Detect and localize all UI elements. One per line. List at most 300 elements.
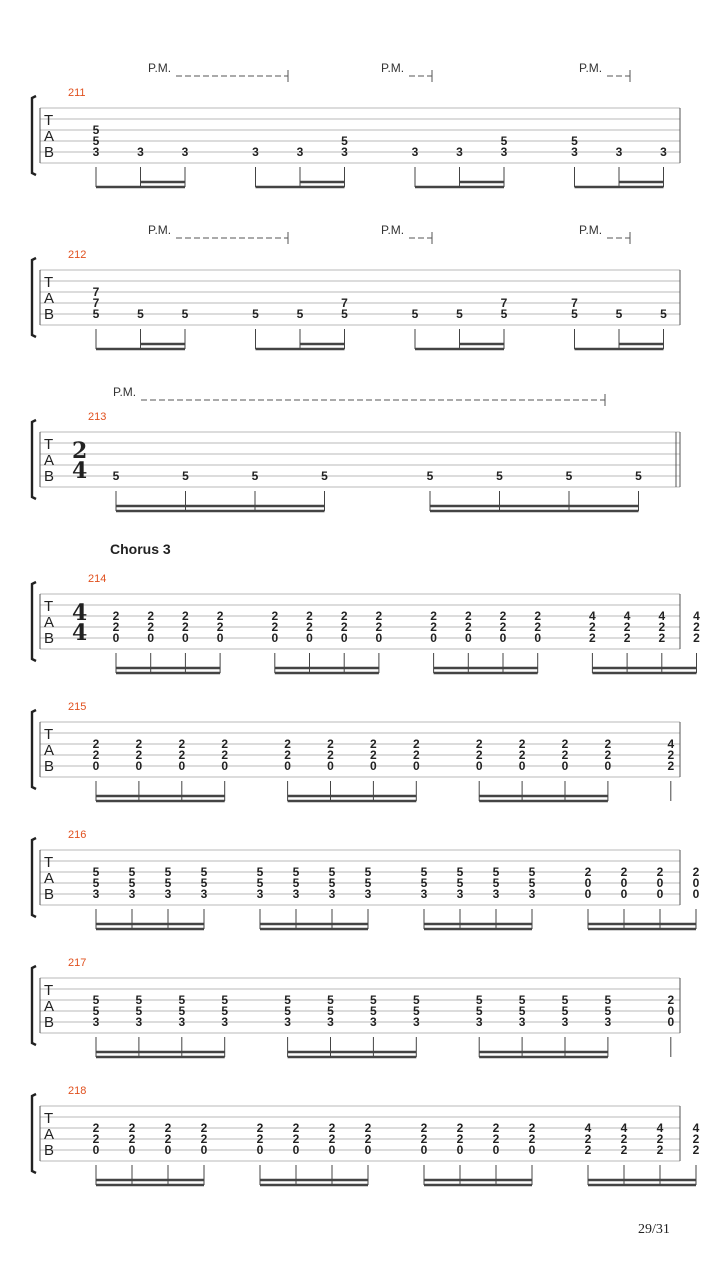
fret-number: 0 <box>221 759 229 773</box>
fret-number: 5 <box>182 469 189 483</box>
fret-number: 2 <box>420 1121 428 1135</box>
fret-number: 2 <box>656 1132 664 1146</box>
fret-number: 5 <box>500 307 508 321</box>
fret-number: 2 <box>92 737 100 751</box>
fret-number: 5 <box>341 307 348 321</box>
fret-number: 5 <box>200 865 208 879</box>
fret-number: 5 <box>92 1004 100 1018</box>
fret-number: 0 <box>370 759 377 773</box>
fret-number: 2 <box>200 1132 208 1146</box>
fret-number: 2 <box>221 737 229 751</box>
fret-number: 3 <box>137 145 144 159</box>
fret-number: 2 <box>340 620 348 634</box>
fret-number: 2 <box>147 609 155 623</box>
tab-clef-letter: A <box>44 452 55 469</box>
fret-number: 2 <box>693 620 700 634</box>
fret-number: 2 <box>112 620 120 634</box>
fret-number: 2 <box>256 1132 264 1146</box>
fret-number: 2 <box>693 631 700 645</box>
fret-number: 5 <box>112 469 120 483</box>
fret-number: 2 <box>420 1132 428 1146</box>
fret-number: 3 <box>456 145 463 159</box>
fret-number: 5 <box>475 993 483 1007</box>
fret-number: 0 <box>475 759 483 773</box>
measure-number: 216 <box>68 829 87 841</box>
fret-number: 0 <box>692 887 700 901</box>
fret-number: 5 <box>370 1004 377 1018</box>
fret-number: 3 <box>412 1015 420 1029</box>
tab-clef-letter: T <box>44 436 54 453</box>
tab-clef-letter: B <box>44 758 55 775</box>
fret-number: 2 <box>370 737 377 751</box>
fret-number: 0 <box>420 1143 428 1157</box>
palm-mute-label: P.M. <box>381 61 405 75</box>
measure-number: 214 <box>88 573 107 585</box>
fret-number: 2 <box>306 620 313 634</box>
fret-number: 3 <box>411 145 419 159</box>
fret-number: 0 <box>620 876 628 890</box>
fret-number: 0 <box>604 759 612 773</box>
measure-number: 211 <box>68 87 86 99</box>
fret-number: 5 <box>292 876 300 890</box>
fret-number: 3 <box>518 1015 526 1029</box>
fret-number: 2 <box>456 1132 464 1146</box>
fret-number: 5 <box>137 307 144 321</box>
fret-number: 2 <box>164 1121 172 1135</box>
fret-number: 2 <box>492 1132 500 1146</box>
fret-number: 2 <box>375 609 383 623</box>
fret-number: 0 <box>534 631 542 645</box>
fret-number: 2 <box>620 865 628 879</box>
fret-number: 2 <box>584 1143 592 1157</box>
tab-clef-letter: B <box>44 306 55 323</box>
fret-number: 2 <box>589 631 596 645</box>
fret-number: 0 <box>200 1143 208 1157</box>
fret-number: 5 <box>635 469 642 483</box>
fret-number: 4 <box>692 1121 700 1135</box>
fret-number: 3 <box>327 1015 334 1029</box>
fret-number: 5 <box>420 876 428 890</box>
fret-number: 5 <box>135 1004 143 1018</box>
fret-number: 2 <box>364 1121 372 1135</box>
fret-number: 5 <box>284 993 291 1007</box>
fret-number: 2 <box>620 1132 628 1146</box>
fret-number: 5 <box>528 876 536 890</box>
fret-number: 0 <box>92 1143 100 1157</box>
section-heading: Chorus 3 <box>110 541 171 557</box>
system-bracket <box>32 96 36 175</box>
tab-clef-letter: A <box>44 998 55 1015</box>
fret-number: 3 <box>492 887 500 901</box>
fret-number: 2 <box>135 737 143 751</box>
fret-number: 5 <box>565 469 573 483</box>
fret-number: 3 <box>256 887 264 901</box>
measure-number: 213 <box>88 411 107 423</box>
fret-number: 0 <box>499 631 507 645</box>
fret-number: 5 <box>456 876 464 890</box>
fret-number: 0 <box>412 759 420 773</box>
fret-number: 0 <box>656 887 664 901</box>
fret-number: 5 <box>561 1004 569 1018</box>
fret-number: 5 <box>528 865 536 879</box>
fret-number: 3 <box>164 887 172 901</box>
fret-number: 5 <box>571 307 578 321</box>
fret-number: 7 <box>92 285 100 299</box>
fret-number: 2 <box>620 1143 628 1157</box>
fret-number: 5 <box>128 865 136 879</box>
fret-number: 2 <box>499 609 507 623</box>
fret-number: 2 <box>464 620 472 634</box>
fret-number: 3 <box>92 1015 100 1029</box>
fret-number: 3 <box>296 145 304 159</box>
fret-number: 5 <box>321 469 328 483</box>
palm-mute-label: P.M. <box>148 61 172 75</box>
fret-number: 0 <box>182 631 189 645</box>
fret-number: 2 <box>135 748 143 762</box>
fret-number: 0 <box>128 1143 136 1157</box>
fret-number: 3 <box>221 1015 229 1029</box>
fret-number: 0 <box>528 1143 536 1157</box>
fret-number: 0 <box>584 876 592 890</box>
fret-number: 4 <box>693 609 700 623</box>
fret-number: 2 <box>667 748 675 762</box>
tab-clef-letter: T <box>44 1110 54 1127</box>
fret-number: 2 <box>623 631 631 645</box>
fret-number: 0 <box>692 876 700 890</box>
system-bracket <box>32 582 36 661</box>
fret-number: 5 <box>92 993 100 1007</box>
fret-number: 0 <box>561 759 569 773</box>
fret-number: 0 <box>492 1143 500 1157</box>
fret-number: 0 <box>364 1143 372 1157</box>
fret-number: 0 <box>456 1143 464 1157</box>
fret-number: 3 <box>528 887 536 901</box>
measure-number: 217 <box>68 957 87 969</box>
fret-number: 2 <box>328 1121 336 1135</box>
fret-number: 2 <box>528 1121 536 1135</box>
fret-number: 3 <box>92 887 100 901</box>
palm-mute-label: P.M. <box>148 223 172 237</box>
fret-number: 5 <box>200 876 208 890</box>
page-number: 29/31 <box>638 1222 670 1237</box>
palm-mute-label: P.M. <box>579 223 603 237</box>
tab-clef-letter: T <box>44 854 54 871</box>
fret-number: 2 <box>216 609 224 623</box>
time-signature-top: 4 <box>72 600 88 626</box>
palm-mute-label: P.M. <box>579 61 603 75</box>
fret-number: 2 <box>92 1132 100 1146</box>
tab-clef-letter: A <box>44 870 55 887</box>
fret-number: 5 <box>92 865 100 879</box>
fret-number: 3 <box>456 887 464 901</box>
fret-number: 3 <box>341 145 348 159</box>
fret-number: 0 <box>620 887 628 901</box>
fret-number: 5 <box>456 865 464 879</box>
fret-number: 0 <box>327 759 334 773</box>
fret-number: 4 <box>620 1121 628 1135</box>
fret-number: 2 <box>475 748 483 762</box>
fret-number: 2 <box>92 748 100 762</box>
fret-number: 0 <box>216 631 224 645</box>
fret-number: 2 <box>604 737 612 751</box>
fret-number: 3 <box>615 145 623 159</box>
fret-number: 3 <box>604 1015 612 1029</box>
fret-number: 2 <box>292 1121 300 1135</box>
fret-number: 0 <box>164 1143 172 1157</box>
fret-number: 5 <box>256 865 264 879</box>
fret-number: 5 <box>364 865 372 879</box>
fret-number: 2 <box>412 737 420 751</box>
fret-number: 5 <box>92 876 100 890</box>
fret-number: 2 <box>692 1143 700 1157</box>
measure-number: 215 <box>68 701 87 713</box>
fret-number: 7 <box>341 296 348 310</box>
fret-number: 2 <box>534 620 542 634</box>
fret-number: 3 <box>561 1015 569 1029</box>
fret-number: 2 <box>534 609 542 623</box>
fret-number: 0 <box>340 631 348 645</box>
tab-clef-letter: B <box>44 630 55 647</box>
fret-number: 0 <box>135 759 143 773</box>
fret-number: 3 <box>200 887 208 901</box>
fret-number: 2 <box>604 748 612 762</box>
fret-number: 2 <box>256 1121 264 1135</box>
measure-number: 218 <box>68 1085 87 1097</box>
fret-number: 2 <box>375 620 383 634</box>
fret-number: 2 <box>561 737 569 751</box>
fret-number: 5 <box>178 1004 186 1018</box>
fret-number: 2 <box>492 1121 500 1135</box>
fret-number: 2 <box>178 737 186 751</box>
fret-number: 2 <box>475 737 483 751</box>
fret-number: 5 <box>221 1004 229 1018</box>
fret-number: 2 <box>364 1132 372 1146</box>
fret-number: 2 <box>584 1132 592 1146</box>
fret-number: 2 <box>182 609 189 623</box>
tab-clef-letter: A <box>44 290 55 307</box>
fret-number: 7 <box>92 296 100 310</box>
fret-number: 5 <box>92 134 100 148</box>
palm-mute-label: P.M. <box>381 223 405 237</box>
fret-number: 2 <box>292 1132 300 1146</box>
fret-number: 5 <box>411 307 419 321</box>
fret-number: 5 <box>660 307 667 321</box>
fret-number: 2 <box>623 620 631 634</box>
tab-clef-letter: B <box>44 468 55 485</box>
system-bracket <box>32 966 36 1045</box>
fret-number: 5 <box>604 993 612 1007</box>
fret-number: 2 <box>584 865 592 879</box>
fret-number: 5 <box>128 876 136 890</box>
fret-number: 2 <box>327 748 334 762</box>
tab-clef-letter: T <box>44 598 54 615</box>
fret-number: 2 <box>430 609 437 623</box>
fret-number: 2 <box>178 748 186 762</box>
fret-number: 5 <box>518 993 526 1007</box>
fret-number: 5 <box>420 865 428 879</box>
tab-clef-letter: A <box>44 1126 55 1143</box>
fret-number: 0 <box>284 759 291 773</box>
fret-number: 4 <box>584 1121 592 1135</box>
fret-number: 0 <box>112 631 120 645</box>
fret-number: 5 <box>412 1004 420 1018</box>
fret-number: 0 <box>667 1015 675 1029</box>
fret-number: 2 <box>200 1121 208 1135</box>
fret-number: 5 <box>92 307 100 321</box>
fret-number: 2 <box>221 748 229 762</box>
fret-number: 0 <box>256 1143 264 1157</box>
fret-number: 5 <box>292 865 300 879</box>
fret-number: 2 <box>658 620 666 634</box>
fret-number: 3 <box>660 145 667 159</box>
fret-number: 5 <box>571 134 578 148</box>
fret-number: 2 <box>667 993 675 1007</box>
fret-number: 2 <box>456 1121 464 1135</box>
fret-number: 2 <box>182 620 189 634</box>
fret-number: 3 <box>252 145 259 159</box>
fret-number: 5 <box>256 876 264 890</box>
fret-number: 3 <box>128 887 136 901</box>
fret-number: 5 <box>284 1004 291 1018</box>
fret-number: 2 <box>271 609 279 623</box>
fret-number: 2 <box>147 620 155 634</box>
fret-number: 2 <box>112 609 120 623</box>
fret-number: 7 <box>571 296 578 310</box>
fret-number: 3 <box>364 887 372 901</box>
fret-number: 5 <box>296 307 304 321</box>
fret-number: 5 <box>475 1004 483 1018</box>
fret-number: 3 <box>135 1015 143 1029</box>
fret-number: 2 <box>412 748 420 762</box>
fret-number: 2 <box>656 1143 664 1157</box>
fret-number: 5 <box>615 307 623 321</box>
fret-number: 2 <box>327 737 334 751</box>
fret-number: 0 <box>328 1143 336 1157</box>
time-signature-bottom: 4 <box>72 620 88 646</box>
fret-number: 5 <box>164 865 172 879</box>
fret-number: 3 <box>92 145 100 159</box>
system-bracket <box>32 258 36 337</box>
tab-clef-letter: T <box>44 112 54 129</box>
fret-number: 3 <box>181 145 189 159</box>
fret-number: 5 <box>92 123 100 137</box>
fret-number: 5 <box>327 1004 334 1018</box>
measure-number: 212 <box>68 249 87 261</box>
tab-clef-letter: B <box>44 1142 55 1159</box>
time-signature-bottom: 4 <box>72 458 88 484</box>
fret-number: 2 <box>589 620 596 634</box>
fret-number: 5 <box>181 307 189 321</box>
palm-mute-label: P.M. <box>113 385 137 399</box>
fret-number: 5 <box>252 307 259 321</box>
fret-number: 2 <box>667 759 675 773</box>
fret-number: 0 <box>292 1143 300 1157</box>
fret-number: 2 <box>328 1132 336 1146</box>
fret-number: 2 <box>518 748 526 762</box>
fret-number: 3 <box>571 145 578 159</box>
fret-number: 0 <box>656 876 664 890</box>
fret-number: 2 <box>340 609 348 623</box>
fret-number: 0 <box>430 631 437 645</box>
fret-number: 3 <box>284 1015 291 1029</box>
system-bracket <box>32 420 36 499</box>
fret-number: 2 <box>692 1132 700 1146</box>
system-bracket <box>32 1094 36 1173</box>
fret-number: 5 <box>221 993 229 1007</box>
tab-clef-letter: A <box>44 128 55 145</box>
fret-number: 5 <box>327 993 334 1007</box>
fret-number: 5 <box>496 469 503 483</box>
system-bracket <box>32 710 36 789</box>
fret-number: 5 <box>328 865 336 879</box>
fret-number: 4 <box>656 1121 664 1135</box>
fret-number: 5 <box>164 876 172 890</box>
fret-number: 3 <box>500 145 508 159</box>
fret-number: 5 <box>251 469 259 483</box>
fret-number: 2 <box>216 620 224 634</box>
fret-number: 0 <box>667 1004 675 1018</box>
fret-number: 5 <box>341 134 348 148</box>
tab-clef-letter: B <box>44 144 55 161</box>
fret-number: 2 <box>464 609 472 623</box>
fret-number: 0 <box>518 759 526 773</box>
tab-clef-letter: A <box>44 614 55 631</box>
fret-number: 5 <box>328 876 336 890</box>
fret-number: 5 <box>370 993 377 1007</box>
fret-number: 0 <box>464 631 472 645</box>
fret-number: 2 <box>128 1132 136 1146</box>
tab-clef-letter: T <box>44 274 54 291</box>
fret-number: 2 <box>656 865 664 879</box>
fret-number: 5 <box>412 993 420 1007</box>
fret-number: 5 <box>456 307 463 321</box>
tab-clef-letter: T <box>44 982 54 999</box>
fret-number: 2 <box>528 1132 536 1146</box>
fret-number: 2 <box>306 609 313 623</box>
fret-number: 2 <box>658 631 666 645</box>
fret-number: 2 <box>284 748 291 762</box>
fret-number: 5 <box>492 876 500 890</box>
tab-clef-letter: A <box>44 742 55 759</box>
fret-number: 7 <box>500 296 508 310</box>
fret-number: 0 <box>92 759 100 773</box>
fret-number: 3 <box>178 1015 186 1029</box>
fret-number: 5 <box>135 993 143 1007</box>
fret-number: 2 <box>92 1121 100 1135</box>
fret-number: 5 <box>561 993 569 1007</box>
fret-number: 0 <box>147 631 155 645</box>
fret-number: 0 <box>584 887 592 901</box>
fret-number: 2 <box>370 748 377 762</box>
fret-number: 2 <box>284 737 291 751</box>
fret-number: 0 <box>306 631 313 645</box>
tab-clef-letter: T <box>44 726 54 743</box>
fret-number: 3 <box>292 887 300 901</box>
tab-clef-letter: B <box>44 886 55 903</box>
fret-number: 0 <box>178 759 186 773</box>
fret-number: 0 <box>271 631 279 645</box>
fret-number: 2 <box>430 620 437 634</box>
fret-number: 5 <box>492 865 500 879</box>
fret-number: 4 <box>658 609 666 623</box>
fret-number: 4 <box>589 609 596 623</box>
fret-number: 5 <box>518 1004 526 1018</box>
fret-number: 3 <box>475 1015 483 1029</box>
fret-number: 3 <box>328 887 336 901</box>
fret-number: 5 <box>426 469 434 483</box>
fret-number: 2 <box>499 620 507 634</box>
fret-number: 5 <box>500 134 508 148</box>
